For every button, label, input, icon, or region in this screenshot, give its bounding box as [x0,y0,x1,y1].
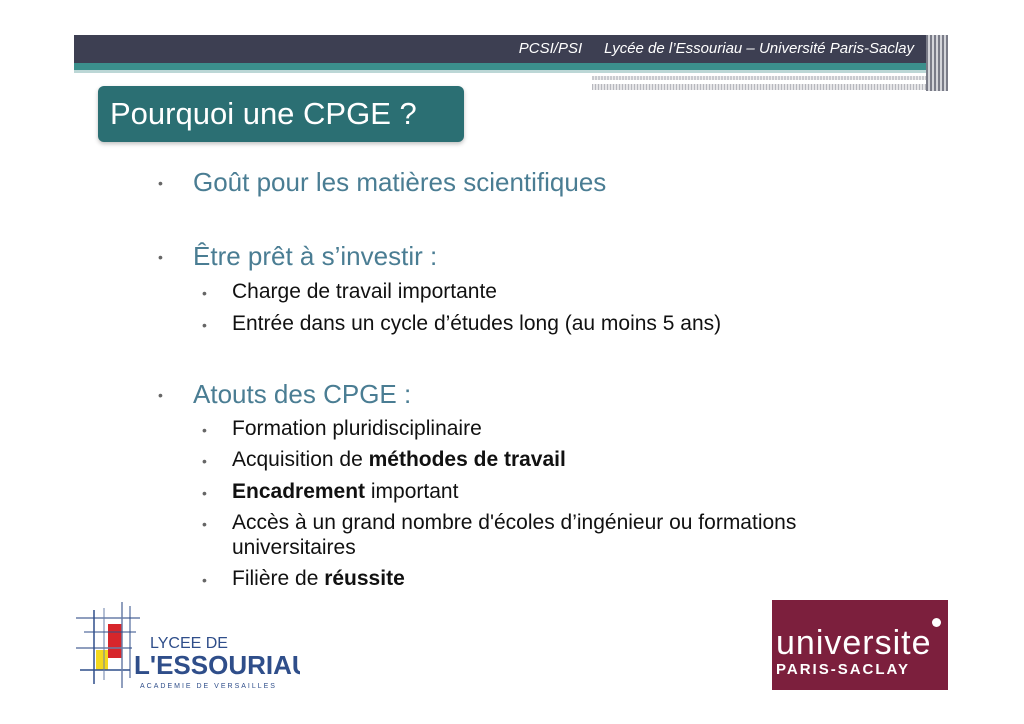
sub-bullet-marker: • [202,485,207,501]
lycee-logo-line2: L'ESSOURIAU [134,650,300,680]
slide-title-box [98,86,464,142]
sub-bullet-item [202,480,459,504]
sub-bullet-marker: • [202,516,207,532]
sub-bullet-marker: • [202,572,207,588]
sub-bullet-item [202,567,405,591]
sub-bullet-continuation [232,536,356,560]
lycee-logo-graphic [70,598,300,692]
paris-saclay-logo-subtitle: PARIS-SACLAY [776,661,911,678]
header-decoration-right [926,35,948,91]
sub-bullet-text: Filière de [232,567,325,590]
paris-saclay-logo-word: universite [776,624,932,662]
lycee-essouriau-logo [70,598,300,692]
bullet-item [158,379,412,410]
sub-bullet-text: universitaires [232,536,356,559]
slide-title: Pourquoi une CPGE ? [110,96,417,131]
bullet-marker: • [158,175,163,191]
bullet-item [158,241,438,272]
bullet-text: Atouts des CPGE : [193,379,412,409]
sub-bullet-marker: • [202,317,207,333]
sub-bullet-emphasis: réussite [324,567,405,590]
sub-bullet-marker: • [202,422,207,438]
header-school: Lycée de l’Essouriau – Université Paris-Saclay [604,40,914,57]
universite-paris-saclay-logo [772,600,948,690]
header-decoration-lines-2 [592,84,926,90]
sub-bullet-emphasis: méthodes de travail [368,448,566,471]
bullet-text: Être prêt à s’investir : [193,241,438,271]
header-teal-strip-thin [74,70,926,73]
sub-bullet-item [202,312,722,336]
lycee-logo-line1: LYCEE DE [150,635,228,652]
header-text [519,40,914,57]
sub-bullet-marker: • [202,285,207,301]
sub-bullet-text: Entrée dans un cycle d’études long (au moins 5 ans) [232,312,722,335]
bullet-marker: • [158,387,163,403]
sub-bullet-item [202,511,797,535]
header-teal-strip [74,63,926,70]
sub-bullet-item [202,448,566,472]
sub-bullet-emphasis: Encadrement [232,480,366,503]
sub-bullet-text: Formation pluridisciplinaire [232,417,482,440]
lycee-logo-line3: ACADEMIE DE VERSAILLES [140,683,277,690]
bullet-marker: • [158,249,163,265]
sub-bullet-item [202,417,482,441]
header-decoration-lines [592,76,926,80]
sub-bullet-text: Charge de travail importante [232,280,497,303]
sub-bullet-text: Acquisition de [232,448,369,471]
bullet-text: Goût pour les matières scientifiques [193,167,607,197]
sub-bullet-text: important [365,480,459,503]
sub-bullet-marker: • [202,453,207,469]
sub-bullet-item [202,280,497,304]
header-bar [74,35,926,63]
sub-bullet-text: Accès à un grand nombre d'écoles d’ingénieur ou formations [232,511,797,534]
bullet-item [158,167,607,198]
header-course: PCSI/PSI [518,40,583,57]
paris-saclay-logo-dot [932,618,941,627]
